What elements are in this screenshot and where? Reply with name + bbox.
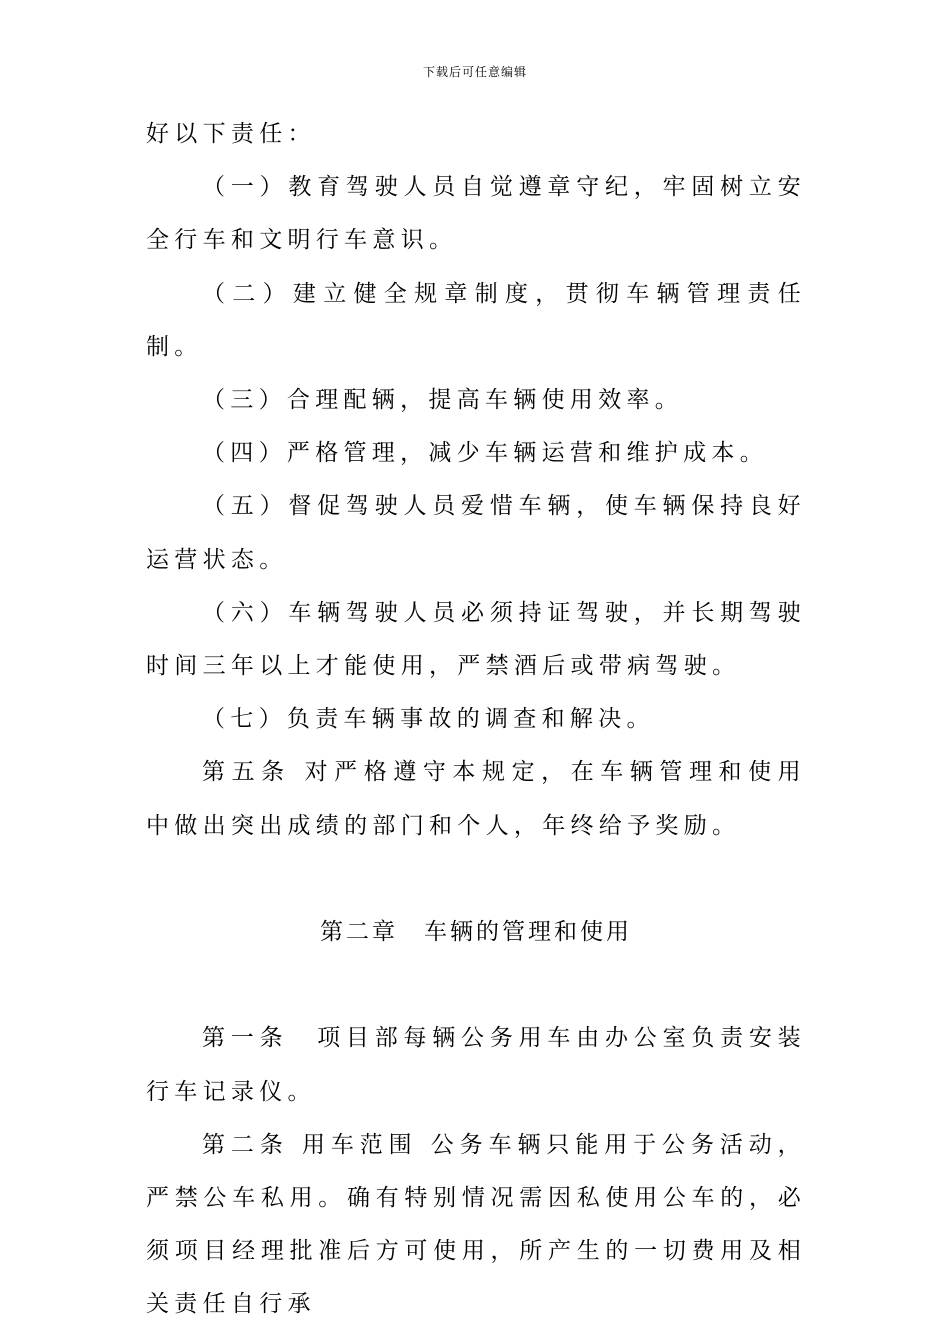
page-header: 下载后可任意编辑 [422, 65, 527, 79]
article-5: 第五条 对严格遵守本规定，在车辆管理和使用中做出突出成绩的部门和个人，年终给予奖励。 [146, 759, 806, 839]
paragraph-continuation: 好以下责任： [146, 121, 316, 147]
document-body [146, 108, 806, 1332]
chapter-number: 第二章 [320, 919, 398, 946]
paragraph-item-6: （六）车辆驾驶人员必须持证驾驶，并长期驾驶时间三年以上才能使用，严禁酒后或带病驾驶。 [146, 599, 806, 680]
paragraph-item-3: （三）合理配辆，提高车辆使用效率。 [202, 387, 684, 414]
paragraph-item-1: （一）教育驾驶人员自觉遵章守纪，牢固树立安全行车和文明行车意识。 [146, 174, 806, 254]
paragraph-item-5: （五）督促驾驶人员爱惜车辆，使车辆保持良好运营状态。 [146, 493, 806, 573]
chapter-heading [146, 906, 806, 959]
paragraph-item-7: （七）负责车辆事故的调查和解决。 [202, 706, 655, 733]
paragraph-item-4: （四）严格管理，减少车辆运营和维护成本。 [202, 440, 768, 467]
paragraph-item-2: （二）建立健全规章制度，贯彻车辆管理责任制。 [146, 280, 806, 360]
article-1: 第一条 项目部每辆公务用车由办公室负责安装行车记录仪。 [146, 1025, 806, 1105]
chapter-title: 车辆的管理和使用 [424, 919, 632, 946]
article-2: 第二条 用车范围 公务车辆只能用于公务活动，严禁公车私用。确有特别情况需因私使用公车的，必须项目经理批准后方可使用，所产生的一切费用及相关责任自行承 [146, 1131, 806, 1318]
